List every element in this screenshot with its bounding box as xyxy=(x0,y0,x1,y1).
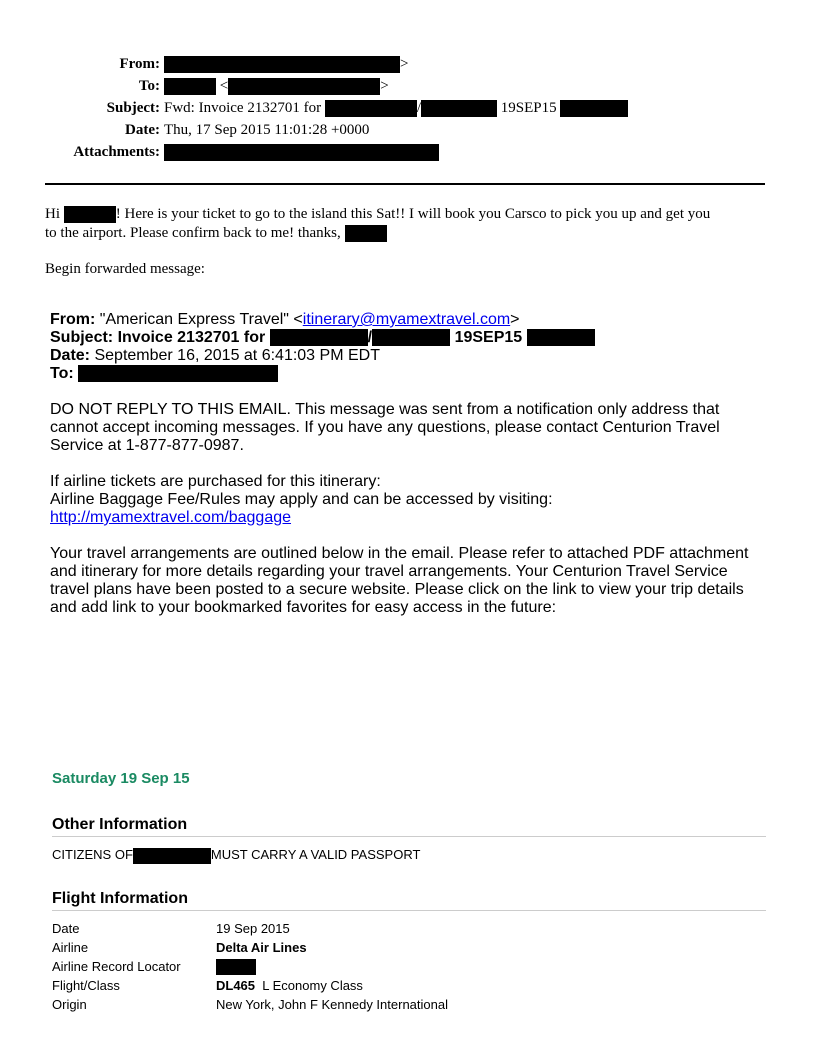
redaction-block xyxy=(270,329,368,346)
header-to-row xyxy=(0,77,816,95)
flight-date-label: Date xyxy=(52,921,80,936)
header-date-row xyxy=(0,121,816,139)
flight-origin-label: Origin xyxy=(52,997,87,1012)
message-line1-text: ! Here is your ticket to go to the island this Sat!! I will book you Carsco to pick you up and get you xyxy=(115,206,711,222)
fw-date-row xyxy=(50,347,380,365)
message-body xyxy=(45,205,775,243)
fw-from-email-link[interactable]: itinerary@myamextravel.com xyxy=(302,311,511,328)
header-attachments-row xyxy=(0,143,816,161)
forwarded-intro: Begin forwarded message: xyxy=(45,261,205,277)
header-divider xyxy=(45,183,765,185)
fw-to-label: To: xyxy=(50,365,74,382)
fw-subject-row xyxy=(50,329,595,347)
baggage-link[interactable]: http://myamextravel.com/baggage xyxy=(50,509,292,526)
redaction-block xyxy=(164,56,400,73)
redaction-block xyxy=(325,100,417,117)
fw-baggage-line2: Airline Baggage Fee/Rules may apply and can be accessed by visiting: xyxy=(50,491,553,508)
redaction-block xyxy=(133,848,211,864)
flight-number: DL465 xyxy=(216,978,256,993)
fw-from-name: "American Express Travel" < xyxy=(99,311,303,328)
fw-subject-slash: / xyxy=(367,329,373,346)
fw-baggage-line1: If airline tickets are purchased for this itinerary: xyxy=(50,473,381,490)
other-info-prefix: CITIZENS OF xyxy=(52,847,133,862)
other-info-suffix: MUST CARRY A VALID PASSPORT xyxy=(210,847,421,862)
header-date-value: Thu, 17 Sep 2015 11:01:28 +0000 xyxy=(164,122,370,138)
message-greeting: Hi xyxy=(45,206,60,222)
message-line2-text: to the airport. Please confirm back to me! thanks, xyxy=(45,225,341,241)
fw-from-close: > xyxy=(510,311,520,328)
fw-paragraph-notice: DO NOT REPLY TO THIS EMAIL. This message was sent from a notification only address that cannot accept incoming messages. If you have any questions, please contact Centurion Travel Service at 1-877-877-0987. xyxy=(50,401,720,454)
header-to-mid: < xyxy=(219,78,229,94)
fw-from-label: From: xyxy=(50,311,96,328)
other-information-row xyxy=(52,847,420,864)
redaction-block xyxy=(164,78,216,95)
header-to-tail: > xyxy=(380,78,389,94)
flight-date-value: 19 Sep 2015 xyxy=(216,921,290,936)
header-from-row xyxy=(0,55,816,73)
header-subject-label: Subject: xyxy=(106,100,160,116)
message-line-1 xyxy=(45,205,775,224)
section-divider xyxy=(52,836,766,837)
section-divider xyxy=(52,910,766,911)
fw-date-label: Date: xyxy=(50,347,91,364)
header-to-label: To: xyxy=(138,78,160,94)
fw-date-value: September 16, 2015 at 6:41:03 PM EDT xyxy=(94,347,380,364)
header-subject-date: 19SEP15 xyxy=(500,100,557,116)
itinerary-day-title: Saturday 19 Sep 15 xyxy=(52,770,190,787)
message-line-2 xyxy=(45,224,775,243)
fw-paragraph-baggage xyxy=(50,473,770,527)
fw-from-row xyxy=(50,311,520,329)
header-subject-row xyxy=(0,99,816,117)
fw-paragraph-arrangements: Your travel arrangements are outlined below in the email. Please refer to attached PDF attachment and itinerary for more details regarding your travel arrangements. Your Centurion Travel Service travel plans have been posted to a secure website. Please click on the link to view your trip details and add link to your bookmarked favorites for easy access in the future: xyxy=(50,545,749,616)
flight-locator-value xyxy=(216,958,256,975)
redaction-block xyxy=(78,365,278,382)
fw-subject-prefix: Invoice 2132701 for xyxy=(117,329,266,346)
flight-class: L Economy Class xyxy=(262,978,363,993)
redaction-block xyxy=(228,78,380,95)
flight-locator-label: Airline Record Locator xyxy=(52,959,181,974)
redaction-block xyxy=(216,959,256,975)
attachment-redacted[interactable] xyxy=(164,144,439,161)
redaction-block xyxy=(345,225,387,242)
header-from-tail: > xyxy=(400,56,409,72)
redaction-block xyxy=(527,329,595,346)
fw-subject-date: 19SEP15 xyxy=(454,329,523,346)
flight-origin-value: New York, John F Kennedy International xyxy=(216,997,448,1012)
other-information-title: Other Information xyxy=(52,816,188,833)
fw-subject-label: Subject: xyxy=(50,329,114,346)
header-subject-prefix: Fwd: Invoice 2132701 for xyxy=(164,100,322,116)
flight-information-title: Flight Information xyxy=(52,890,188,907)
redaction-block xyxy=(421,100,497,117)
header-attachments-label: Attachments: xyxy=(73,144,160,160)
header-from-label: From: xyxy=(119,56,160,72)
flight-class-label: Flight/Class xyxy=(52,978,120,993)
redaction-block xyxy=(64,206,116,223)
fw-to-row xyxy=(50,365,278,383)
flight-airline-value: Delta Air Lines xyxy=(216,940,307,955)
redaction-block xyxy=(372,329,450,346)
header-date-label: Date: xyxy=(125,122,160,138)
redaction-block xyxy=(560,100,628,117)
header-subject-slash: / xyxy=(416,100,421,116)
flight-class-value xyxy=(216,978,363,993)
flight-airline-label: Airline xyxy=(52,940,89,955)
